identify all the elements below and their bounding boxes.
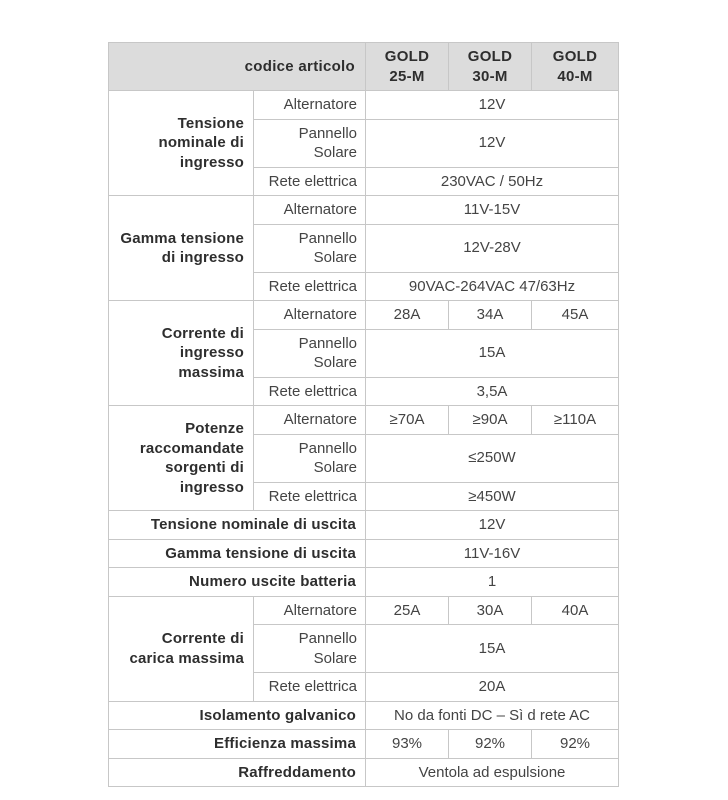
spec-value: Ventola ad espulsione (366, 758, 619, 787)
sub-label: Pannello Solare (254, 434, 366, 482)
header-column-line1: GOLD (467, 48, 513, 65)
header-column-line2: 30-M (472, 67, 508, 85)
table-row (109, 511, 619, 540)
spec-value: 90VAC-264VAC 47/63Hz (366, 272, 619, 301)
spec-value: 28A (366, 301, 449, 330)
spec-value: 34A (449, 301, 532, 330)
sub-label: Alternatore (254, 91, 366, 120)
table-header (109, 43, 619, 91)
spec-value: 11V-16V (366, 539, 619, 568)
table-row (109, 196, 619, 225)
sub-label: Alternatore (254, 596, 366, 625)
spec-value: ≤250W (366, 434, 619, 482)
sub-label: Rete elettrica (254, 673, 366, 702)
spec-value: ≥450W (366, 482, 619, 511)
row-label-gamma-tensione-uscita: Gamma tensione di uscita (109, 539, 366, 568)
spec-value: 1 (366, 568, 619, 597)
group-label-corrente-carica-massima: Corrente di carica massima (109, 596, 254, 701)
sub-label: Rete elettrica (254, 377, 366, 406)
header-column-gold-40m (532, 43, 619, 91)
spec-value: 12V (366, 511, 619, 540)
spec-value: 92% (449, 730, 532, 759)
header-column-gold-30m (449, 43, 532, 91)
spec-value: 12V (366, 91, 619, 120)
sub-label: Alternatore (254, 406, 366, 435)
header-codice-articolo: codice articolo (109, 43, 366, 91)
spec-value: 20A (366, 673, 619, 702)
spec-value: ≥70A (366, 406, 449, 435)
group-label-potenze-raccomandate: Potenze raccomandate sorgenti di ingresso (109, 406, 254, 511)
group-label-tensione-nominale-ingresso: Tensione nominale di ingresso (109, 91, 254, 196)
row-label-numero-uscite-batteria: Numero uscite batteria (109, 568, 366, 597)
group-label-gamma-tensione-ingresso: Gamma tensione di ingresso (109, 196, 254, 301)
table-row (109, 596, 619, 625)
spec-value: 12V-28V (366, 224, 619, 272)
spec-value: ≥110A (532, 406, 619, 435)
spec-value: 25A (366, 596, 449, 625)
spec-value: 30A (449, 596, 532, 625)
spec-value: 15A (366, 329, 619, 377)
spec-value: 15A (366, 625, 619, 673)
sub-label: Rete elettrica (254, 272, 366, 301)
table-row (109, 301, 619, 330)
table-row (109, 758, 619, 787)
spec-value: 3,5A (366, 377, 619, 406)
table-row (109, 406, 619, 435)
sub-label: Pannello Solare (254, 329, 366, 377)
sub-label: Alternatore (254, 196, 366, 225)
sub-label: Pannello Solare (254, 224, 366, 272)
spec-value: No da fonti DC – Sì d rete AC (366, 701, 619, 730)
sub-label: Rete elettrica (254, 167, 366, 196)
sub-label: Alternatore (254, 301, 366, 330)
table-row (109, 91, 619, 120)
table-row (109, 730, 619, 759)
table-row (109, 568, 619, 597)
spec-value: 12V (366, 119, 619, 167)
header-column-line2: 25-M (389, 67, 425, 85)
row-label-raffreddamento: Raffreddamento (109, 758, 366, 787)
spec-value: ≥90A (449, 406, 532, 435)
product-spec-table (108, 42, 619, 787)
group-label-corrente-ingresso-massima: Corrente di ingresso massima (109, 301, 254, 406)
sub-label: Pannello Solare (254, 119, 366, 167)
table-row (109, 539, 619, 568)
header-column-line1: GOLD (552, 48, 598, 65)
spec-value: 45A (532, 301, 619, 330)
sub-label: Rete elettrica (254, 482, 366, 511)
table-row (109, 701, 619, 730)
spec-value: 230VAC / 50Hz (366, 167, 619, 196)
row-label-efficienza-massima: Efficienza massima (109, 730, 366, 759)
header-column-line2: 40-M (557, 67, 593, 85)
header-column-line1: GOLD (384, 48, 430, 65)
spec-value: 11V-15V (366, 196, 619, 225)
row-label-isolamento-galvanico: Isolamento galvanico (109, 701, 366, 730)
spec-value: 92% (532, 730, 619, 759)
sub-label: Pannello Solare (254, 625, 366, 673)
header-column-gold-25m (366, 43, 449, 91)
spec-value: 40A (532, 596, 619, 625)
table-header-row (109, 43, 619, 91)
spec-value: 93% (366, 730, 449, 759)
row-label-tensione-nominale-uscita: Tensione nominale di uscita (109, 511, 366, 540)
